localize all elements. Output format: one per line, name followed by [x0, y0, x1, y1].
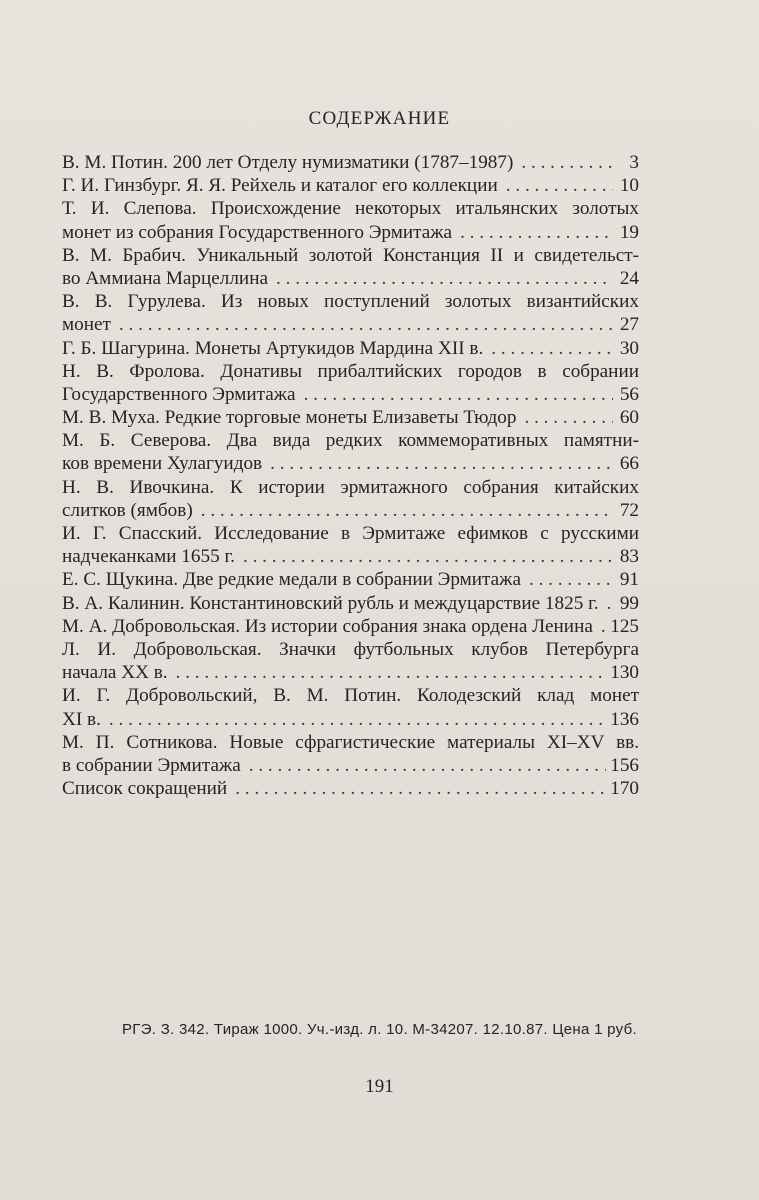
dot-leader — [119, 313, 613, 336]
toc-entry-text: начала XX в. — [62, 662, 168, 684]
toc-entry-line — [62, 638, 639, 661]
toc-entry-text: Е. С. Щукина. Две редкие медали в собрании Эрмитажа — [62, 569, 521, 591]
toc-entry-last-line — [62, 221, 639, 244]
toc-entry-text: В. М. Брабич. Уникальный золотой Констанция II и свидетельст- — [62, 244, 639, 266]
imprint-line: РГЭ. З. 342. Тираж 1000. Уч.-изд. л. 10. М-34207. 12.10.87. Цена 1 руб. — [121, 1021, 637, 1038]
toc-entry-text: И. Г. Спасский. Исследование в Эрмитаже ефимков с русскими — [62, 523, 639, 544]
toc-entry-last-line — [62, 267, 639, 290]
toc-entry-last-line — [62, 777, 639, 800]
dot-leader — [506, 174, 613, 197]
toc-entry-text: Л. И. Добровольская. Значки футбольных клубов Петербурга — [62, 638, 639, 660]
toc-entry-line — [62, 360, 639, 383]
toc-entry-last-line — [62, 661, 639, 684]
toc-entry-text: М. А. Добровольская. Из истории собрания знака ордена Ленина — [62, 615, 593, 637]
toc-entry-last-line — [62, 174, 639, 197]
toc-entry-text: слитков (ямбов) — [62, 499, 193, 521]
toc-entry — [62, 290, 639, 336]
toc-entry — [62, 638, 639, 684]
dot-leader — [304, 383, 613, 406]
toc-entry — [62, 197, 639, 243]
toc-entry-line — [62, 476, 639, 499]
dot-leader — [243, 545, 613, 568]
toc-entry-last-line — [62, 406, 639, 429]
toc-entry-text: XI в. — [62, 708, 101, 730]
table-of-contents — [62, 151, 639, 800]
toc-entry-text: Т. И. Слепова. Происхождение некоторых итальянских золотых — [62, 198, 639, 220]
toc-page-number: 60 — [619, 407, 639, 429]
dot-leader — [235, 777, 606, 800]
toc-entry-text: Список сокращений — [62, 778, 228, 800]
toc-entry-last-line — [62, 545, 639, 568]
dot-leader — [529, 568, 613, 591]
dot-leader — [460, 221, 613, 244]
dot-leader — [201, 499, 613, 522]
toc-page-number: 170 — [610, 778, 639, 800]
toc-entry — [62, 731, 639, 777]
toc-entry-line — [62, 684, 639, 707]
toc-entry — [62, 337, 639, 360]
toc-entry — [62, 522, 639, 568]
toc-page-number: 91 — [619, 569, 639, 591]
dot-leader — [491, 337, 613, 360]
toc-entry-line — [62, 522, 639, 545]
toc-entry-last-line — [62, 615, 639, 638]
toc-entry — [62, 476, 639, 522]
toc-page-number: 66 — [619, 453, 639, 475]
toc-entry-last-line — [62, 383, 639, 406]
toc-entry-text: В. В. Гурулева. Из новых поступлений золотых византийских — [62, 291, 639, 313]
toc-entry-text: В. А. Калинин. Константиновский рубль и междуцарствие 1825 г. — [62, 592, 599, 614]
toc-page-number: 156 — [610, 754, 639, 776]
toc-entry-last-line — [62, 337, 639, 360]
toc-entry — [62, 360, 639, 406]
toc-entry-text: М. П. Сотникова. Новые сфрагистические материалы XI–XV вв. — [62, 731, 639, 753]
toc-entry-line — [62, 197, 639, 220]
toc-entry-text: Н. В. Ивочкина. К истории эрмитажного собрания китайских — [62, 476, 639, 498]
toc-page-number: 24 — [619, 267, 639, 289]
toc-entry — [62, 244, 639, 290]
toc-entry-text: ков времени Хулагуидов — [62, 453, 263, 475]
toc-page-number: 56 — [619, 383, 639, 405]
toc-entry-text: монет из собрания Государственного Эрмитажа — [62, 221, 453, 243]
toc-entry-last-line — [62, 592, 639, 615]
toc-entry-last-line — [62, 568, 639, 591]
toc-page-number: 3 — [629, 152, 639, 173]
dot-leader — [601, 615, 606, 638]
toc-entry-text: И. Г. Добровольский, В. М. Потин. Колодезский клад монет — [62, 685, 639, 707]
toc-page-number: 10 — [619, 175, 639, 197]
dot-leader — [176, 661, 607, 684]
toc-entry — [62, 684, 639, 730]
toc-entry — [62, 568, 639, 591]
toc-entry-text: Государственного Эрмитажа — [62, 383, 296, 405]
toc-entry-text: надчеканками 1655 г. — [62, 546, 235, 568]
toc-entry-text: Г. И. Гинзбург. Я. Я. Рейхель и каталог его коллекции — [62, 175, 498, 197]
toc-page-number: 125 — [610, 615, 639, 637]
toc-entry-text: во Аммиана Марцеллина — [62, 267, 268, 289]
toc-page-number: 72 — [619, 499, 639, 521]
toc-entry-line — [62, 244, 639, 267]
toc-entry-line — [62, 290, 639, 313]
toc-page-number: 27 — [619, 314, 639, 336]
toc-page-number: 130 — [610, 662, 639, 684]
toc-page-number: 136 — [610, 708, 639, 730]
toc-entry-last-line — [62, 754, 639, 777]
toc-entry-text: монет — [62, 314, 111, 336]
toc-page-number: 19 — [619, 221, 639, 243]
toc-entry-text: М. В. Муха. Редкие торговые монеты Елизаветы Тюдор — [62, 407, 517, 429]
toc-page-number: 99 — [619, 592, 639, 614]
dot-leader — [249, 754, 606, 777]
toc-page-number: 83 — [619, 546, 639, 568]
toc-entry-last-line — [62, 151, 639, 174]
toc-entry — [62, 777, 639, 800]
toc-entry-line — [62, 429, 639, 452]
toc-entry-text: В. М. Потин. 200 лет Отделу нумизматики (1787–1987) — [62, 152, 514, 173]
dot-leader — [521, 151, 613, 174]
dot-leader — [276, 267, 613, 290]
toc-entry-text: в собрании Эрмитажа — [62, 754, 241, 776]
toc-entry — [62, 592, 639, 615]
dot-leader — [524, 406, 613, 429]
page-number: 191 — [365, 1076, 394, 1097]
toc-entry — [62, 174, 639, 197]
dot-leader — [270, 452, 613, 475]
toc-entry-last-line — [62, 708, 639, 731]
toc-entry-last-line — [62, 499, 639, 522]
toc-page-number: 30 — [619, 337, 639, 359]
dot-leader — [109, 708, 606, 731]
toc-entry — [62, 429, 639, 475]
toc-entry-last-line — [62, 313, 639, 336]
toc-entry-text: Г. Б. Шагурина. Монеты Артукидов Мардина XII в. — [62, 337, 484, 359]
toc-entry-text: М. Б. Северова. Два вида редких коммеморативных памятни- — [62, 430, 639, 452]
toc-entry — [62, 406, 639, 429]
toc-entry-line — [62, 731, 639, 754]
contents-heading: СОДЕРЖАНИЕ — [308, 108, 451, 129]
toc-entry — [62, 151, 639, 174]
toc-entry — [62, 615, 639, 638]
toc-entry-last-line — [62, 452, 639, 475]
toc-entry-text: Н. В. Фролова. Донативы прибалтийских городов в собрании — [62, 360, 639, 382]
dot-leader — [607, 592, 613, 615]
